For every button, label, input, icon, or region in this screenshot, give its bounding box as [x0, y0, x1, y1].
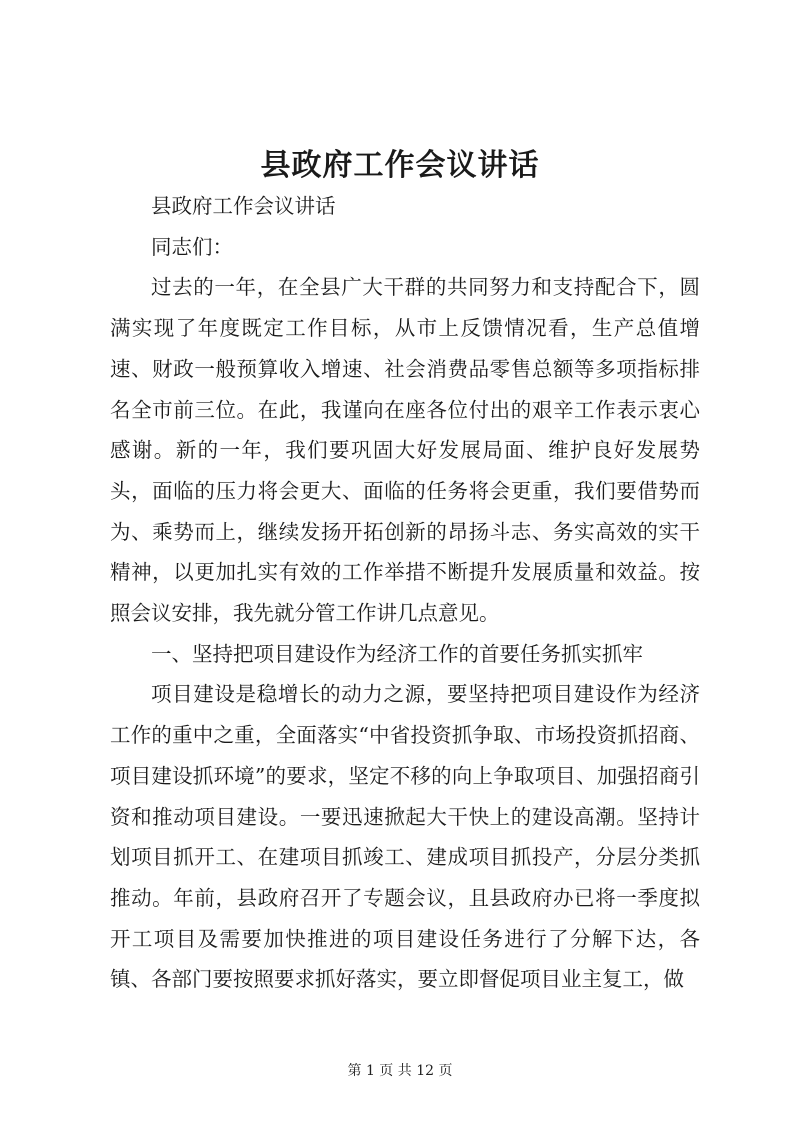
paragraph-salutation: 同志们：: [151, 234, 233, 259]
document-title: 县政府工作会议讲话: [260, 148, 540, 183]
document-body: [110, 186, 700, 1000]
section-heading-1: 一、坚持把项目建设作为经济工作的首要任务抓实抓牢: [151, 641, 643, 666]
paragraph-subtitle: 县政府工作会议讲话: [151, 194, 336, 218]
paragraph-intro: 过去的一年，在全县广大干群的共同努力和支持配合下，圆满实现了年度既定工作目标，从市上反馈情况看，生产总值增速、财政一般预算收入增速、社会消费品零售总额等多项指标排名全市前三位。在此，我谨向在座各位付出的艰辛工作表示衷心感谢。新的一年，我们要巩固大好发展局面、维护良好发展势头，面临的压力将会更大、面临的任务将会更重，我们要借势而为、乘势而上，继续发扬开拓创新的昂扬斗志、务实高效的实干精神，以更加扎实有效的工作举措不断提升发展质量和效益。按照会议安排，我先就分管工作讲几点意见。: [110, 275, 700, 626]
page-number-footer: 第 1 页 共 12 页: [347, 1063, 453, 1079]
paragraph-section-1: 项目建设是稳增长的动力之源，要坚持把项目建设作为经济工作的重中之重，全面落实“中省投资抓争取、市场投资抓招商、项目建设抓环境”的要求，坚定不移的向上争取项目、加强招商引资和推动项目建设。一要迅速掀起大干快上的建设高潮。坚持计划项目抓开工、在建项目抓竣工、建成项目抓投产，分层分类抓推动。年前，县政府召开了专题会议，且县政府办已将一季度拟开工项目及需要加快推进的项目建设任务进行了分解下达，各镇、各部门要按照要求抓好落实，要立即督促项目业主复工，做: [110, 682, 700, 992]
